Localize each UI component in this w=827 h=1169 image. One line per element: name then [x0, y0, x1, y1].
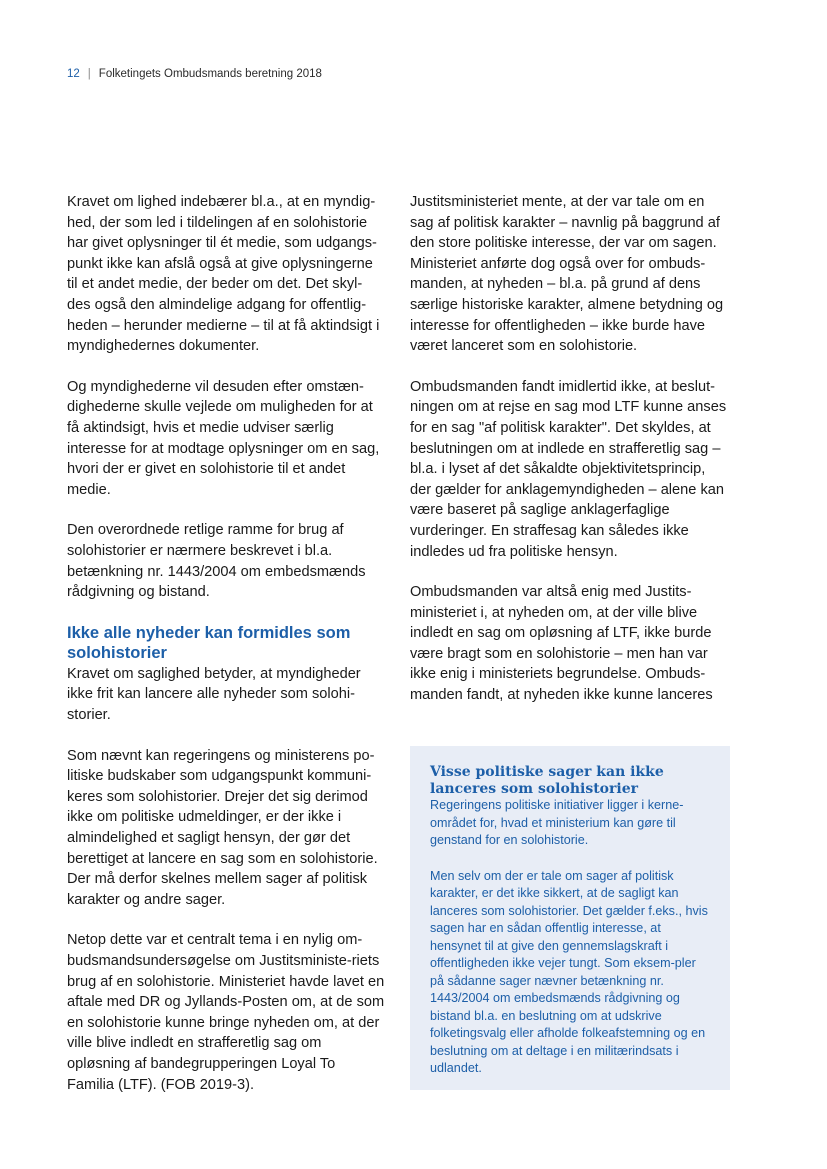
paragraph: Og myndighederne vil desuden efter omstæn-dighederne skulle vejlede om muligheden for at få aktindsigt, hvis et medie udviser særlig interesse for at modtage oplysninger om en sag, hvori der er givet en solohistorie til et andet medie. — [67, 378, 380, 498]
info-box-paragraph: Men selv om der er tale om sager af politisk karakter, er det ikke sikkert, at de sagligt kan lanceres som solohistorier. Det gælder f.eks., hvis sagen har en sådan offentlig interesse, at hensynet til at give den gennemslagskraft i offentligheden ikke vejer tungt. Som eksem-pler på sådanne sager nævner betænkning nr. 1443/2004 om embedsmænds rådgivning og bistand bl.a. en beslutning om at udskrive folketingsvalg eller afholde folkeafstemning og en beslutning om at deltage i en militærindsats i udlandet. — [430, 868, 708, 1075]
paragraph: Kravet om lighed indebærer bl.a., at en myndig-hed, der som led i tildelingen af en solohistorie har givet oplysninger til ét medie, som udgangs-punkt ikke kan afslå også at give oplysningerne til et andet medie, der beder om det. Det skyl-des også den almindelige adgang for offentlig-heden – herunder medierne – til at få aktindsigt i myndighedernes dokumenter. — [67, 194, 380, 355]
header-separator: | — [87, 68, 91, 80]
page-header — [67, 68, 322, 80]
paragraph: Som nævnt kan regeringens og ministerens po-litiske budskaber som udgangspunkt kommuni-keres som solohistorier. Drejer det sig derimod ikke om politiske udmeldinger, er der ikke i almindelighed et sagligt hensyn, der gør det berettiget at lancere en sag som en solohistorie. Der må derfor skelnes mellem sager af politisk karakter og andre sager. — [67, 747, 378, 908]
paragraph: Kravet om saglighed betyder, at myndigheder ikke frit kan lancere alle nyheder som solohi-storier. — [67, 665, 361, 724]
left-column — [67, 192, 385, 1115]
paragraph: Ombudsmanden fandt imidlertid ikke, at beslut-ningen om at rejse en sag mod LTF kunne anses for en sag "af politisk karakter". Det skyldes, at beslutningen om at indlede en strafferetlig sag – bl.a. i lyset af det såkaldte objektivitetsprincip, der gælder for anklagemyndigheden – alene kan være baseret på saglige anklagerfaglige vurderinger. En straffesag kan således ikke indledes ud fra politiske hensyn. — [410, 378, 727, 560]
info-box-heading: Visse politiske sager kan ikke lanceres som solohistorier — [430, 764, 664, 797]
paragraph: Justitsministeriet mente, at der var tale om en sag af politisk karakter – navnlig på baggrund af den store politiske interesse, der var om sagen. Ministeriet anførte dog også over for ombuds-manden, at nyheden – bl.a. på grund af dens særlige historiske karakter, almene betydning og interesse for offentligheden – ikke burde have været lanceret som en solohistorie. — [410, 194, 724, 355]
info-box-paragraph: Regeringens politiske initiativer ligger i kerne-området for, hvad et ministerium kan gøre til genstand for en solohistorie. — [430, 798, 684, 847]
page-number: 12 — [67, 68, 80, 80]
paragraph: Den overordnede retlige ramme for brug af solohistorier er nærmere beskrevet i bl.a. betænkning nr. 1443/2004 om embedsmænds rådgivning og bistand. — [67, 522, 366, 601]
section-heading: Ikke alle nyheder kan formidles som solohistorier — [67, 623, 351, 663]
right-column — [410, 192, 728, 726]
paragraph: Ombudsmanden var altså enig med Justits-ministeriet i, at nyheden om, at der ville blive indledt en sag om opløsning af LTF, ikke burde være bragt som en solohistorie – men han var ikke enig i ministeriets begrundelse. Ombuds-manden fandt, at nyheden ikke kunne lanceres — [410, 584, 713, 704]
paragraph: Netop dette var et centralt tema i en nylig om-budsmandsundersøgelse om Justitsministe-riets brug af en solohistorie. Ministeriet havde lavet en aftale med DR og Jyllands-Posten om, at de som en solohistorie kunne bringe nyheden om, at der ville blive indledt en strafferetlig sag om opløsning af bandegrupperingen Loyal To Familia (LTF). (FOB 2019-3). — [67, 932, 385, 1093]
info-box — [410, 746, 730, 1090]
publication-title: Folketingets Ombudsmands beretning 2018 — [98, 68, 322, 80]
